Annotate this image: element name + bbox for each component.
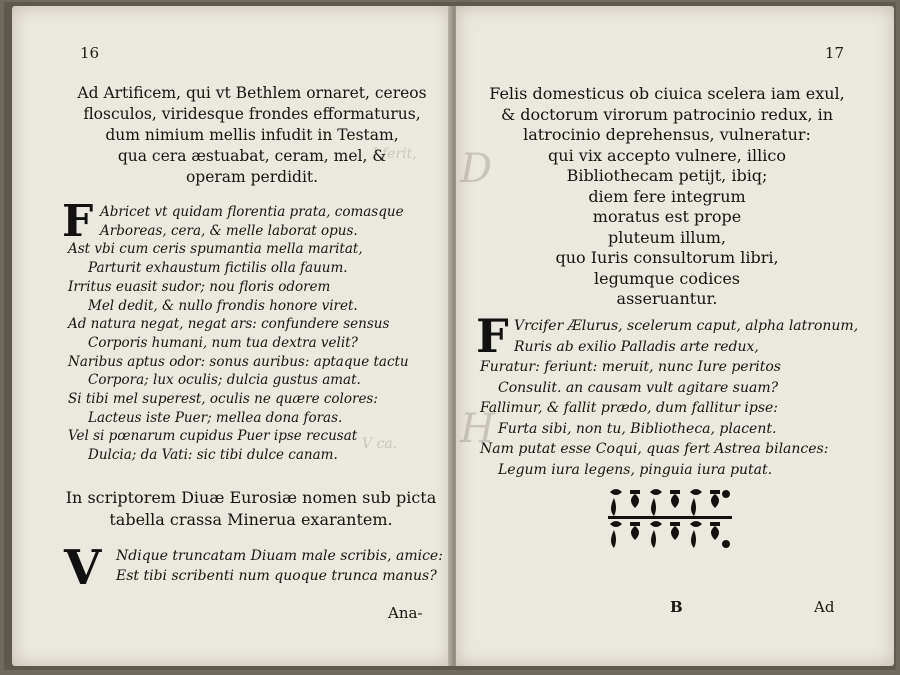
heading-line: quo Iuris consultorum libri, bbox=[555, 248, 779, 267]
drop-capital: F bbox=[476, 309, 509, 363]
verse-line: Corpora; lux oculis; dulcia gustus amat. bbox=[88, 372, 361, 389]
printers-ornament bbox=[606, 486, 734, 552]
verse-line: Ndique truncatam Diuam male scribis, amice: bbox=[116, 548, 443, 564]
verse-line: Nam putat esse Coqui, quas fert Astrea bilances: bbox=[480, 441, 829, 457]
verse-line: Fallimur, & fallit prædo, dum fallitur ipse: bbox=[480, 400, 779, 416]
heading-line: Felis domesticus ob ciuica scelera iam exul, bbox=[489, 84, 845, 103]
heading-line: operam perdidit. bbox=[185, 168, 319, 186]
signature-mark: B bbox=[670, 598, 683, 616]
heading-line: Bibliothecam petijt, ibiq; bbox=[566, 166, 768, 185]
verse-line: Ast vbi cum ceris spumantia mella maritat, bbox=[68, 241, 363, 258]
verse-line: Mel dedit, & nullo frondis honore viret. bbox=[88, 297, 358, 314]
left-page bbox=[12, 6, 452, 666]
verse-line: Parturit exhaustum fictilis olla fauum. bbox=[88, 260, 348, 277]
heading-line: moratus est prope bbox=[592, 207, 742, 226]
show-through-text: H bbox=[460, 406, 495, 452]
verse-line: Si tibi mel superest, oculis ne quære colores: bbox=[68, 391, 378, 407]
right-page bbox=[456, 6, 894, 666]
title-line: In scriptorem Diuæ Eurosiæ nomen sub picta bbox=[65, 488, 437, 507]
verse-line: Naribus aptus odor: sonus auribus: aptaque tactu bbox=[68, 353, 409, 370]
heading-line: diem fere integrum bbox=[588, 186, 746, 206]
heading-line: & doctorum virorum patrocinio redux, in bbox=[500, 104, 834, 124]
verse-line: Legum iura legens, pinguia iura putat. bbox=[498, 461, 773, 478]
verse-line: Lacteus iste Puer; mellea dona foras. bbox=[88, 409, 343, 426]
heading-line: pluteum illum, bbox=[607, 227, 727, 247]
catchword: Ana- bbox=[388, 604, 423, 622]
verse-line: Corporis humani, num tua dextra velit? bbox=[88, 334, 358, 351]
verse-line: Ruris ab exilio Palladis arte redux, bbox=[514, 338, 759, 355]
show-through-text: I ferit, bbox=[372, 146, 417, 162]
verse-line: Abricet vt quidam florentia prata, comasque bbox=[100, 204, 404, 220]
heading-line: flosculos, viridesque frondes efformaturus, bbox=[83, 105, 421, 123]
show-through-text: D bbox=[460, 146, 493, 192]
verse-line: Ad natura negat, negat ars: confundere sensus bbox=[68, 316, 390, 333]
title-line: tabella crassa Minerua exarantem. bbox=[109, 510, 393, 529]
open-book bbox=[4, 2, 896, 670]
verse-line: Furatur: feriunt: meruit, nunc Iure peritos bbox=[480, 359, 781, 375]
heading-line: qua cera æstuabat, ceram, mel, & bbox=[117, 147, 387, 165]
verse-line: Est tibi scribenti num quoque trunca manus? bbox=[116, 568, 437, 584]
verse-line: Arboreas, cera, & melle laborat opus. bbox=[100, 222, 358, 239]
verse-line: Furta sibi, non tu, Bibliotheca, placent. bbox=[498, 420, 777, 437]
verse-line: Dulcia; da Vati: sic tibi dulce canam. bbox=[88, 447, 338, 464]
verse-line: Consulit. an causam vult agitare suam? bbox=[498, 379, 779, 396]
drop-capital: F bbox=[62, 196, 94, 247]
heading-line: legumque codices bbox=[594, 268, 740, 288]
page-number-right: 17 bbox=[824, 44, 844, 62]
heading-line: qui vix accepto vulnere, illico bbox=[548, 145, 786, 165]
heading-line: latrocinio deprehensus, vulneratur: bbox=[523, 125, 811, 144]
heading-line: asseruantur. bbox=[616, 289, 718, 308]
verse-line: Irritus euasit sudor; nou floris odorem bbox=[68, 278, 331, 295]
page-number-left: 16 bbox=[80, 44, 100, 62]
show-through-text: V ca. bbox=[362, 436, 398, 452]
catchword: Ad bbox=[814, 598, 835, 616]
heading-line: dum nimium mellis infudit in Testam, bbox=[105, 126, 399, 144]
drop-capital: V bbox=[64, 540, 102, 596]
heading-line: Ad Artificem, qui vt Bethlem ornaret, cereos bbox=[77, 84, 427, 102]
verse-line: Vrcifer Ælurus, scelerum caput, alpha latronum, bbox=[514, 318, 859, 334]
verse-line: Vel si pœnarum cupidus Puer ipse recusat bbox=[68, 428, 358, 445]
